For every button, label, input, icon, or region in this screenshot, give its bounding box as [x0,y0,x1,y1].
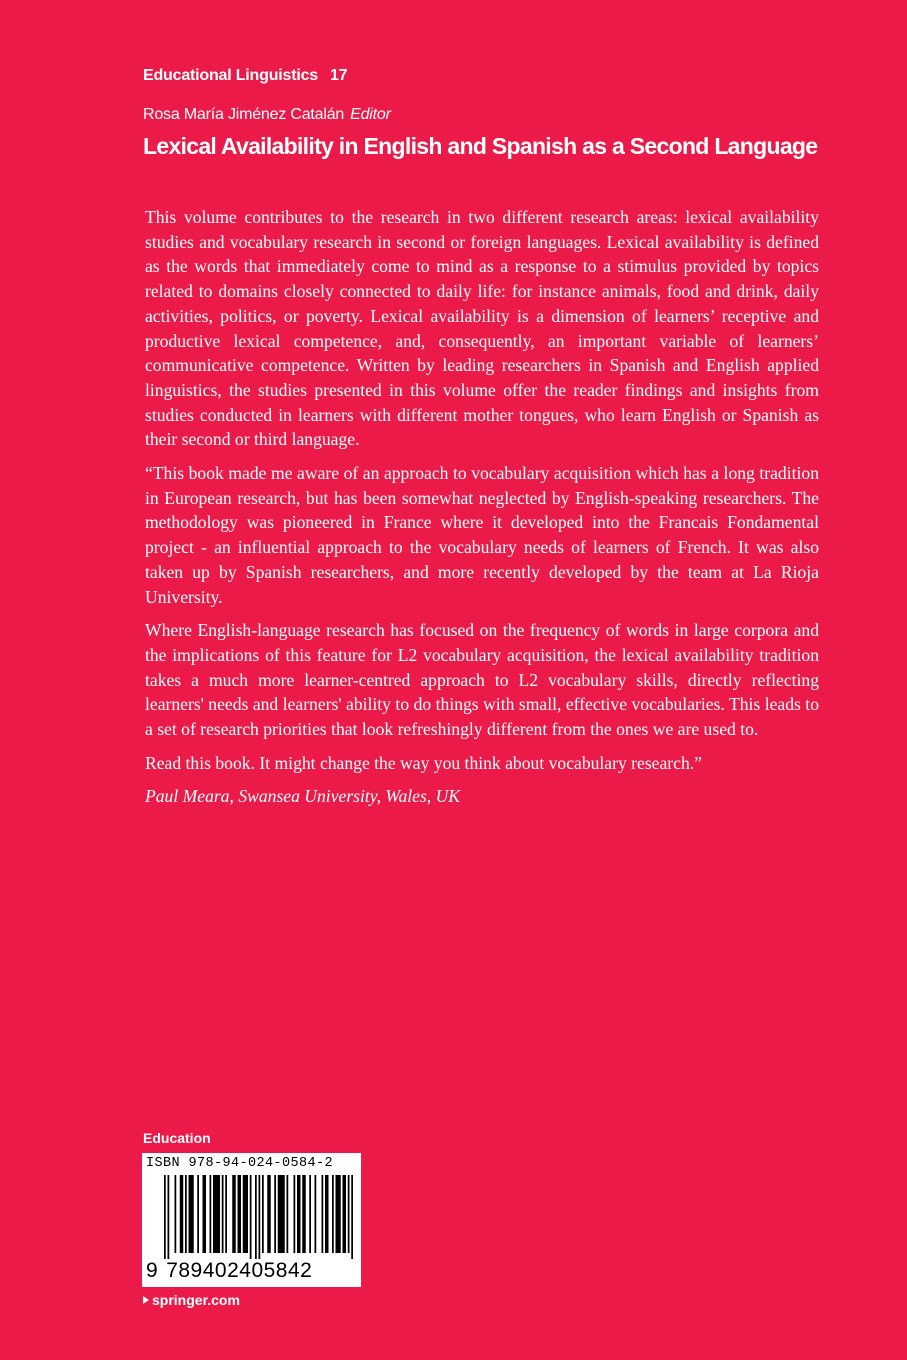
barcode-bar [294,1175,296,1253]
barcode-bar [336,1175,341,1253]
barcode-bar [203,1175,207,1253]
editor-role: Editor [350,106,391,123]
quote-paragraph: “This book made me aware of an approach to vocabulary acquisition which has a long tradition in European research, but has been somewhat neglected by English-speaking researchers. The methodology was pioneered in France where it developed into the Francais Fondamental project - an influential approach to the vocabulary needs of learners of French. It was also taken up by Spanish researchers, and more recently developed by the team at La Rioja University. [145,463,819,607]
barcode-bar [297,1175,301,1253]
barcode-bar [267,1175,271,1253]
editor-name: Rosa María Jiménez Catalán [143,106,345,123]
barcode-bar [243,1175,248,1253]
book-title: Lexical Availability in English and Spanish as a Second Language [143,133,818,159]
barcode-bar [274,1175,276,1253]
barcode-bar [322,1175,324,1253]
barcode-bar [197,1175,199,1253]
barcode-digits-rest: 789402405842 [166,1259,313,1282]
barcode-bar [325,1175,329,1253]
barcode-bar [255,1175,257,1259]
barcode-bar [222,1175,224,1253]
barcode-bar [164,1175,166,1259]
category-label: Education [143,1130,211,1146]
barcode-bar [185,1175,187,1253]
triangle-arrow-icon [143,1296,149,1304]
barcode-bar [343,1175,347,1253]
quote-paragraph: Where English-language research has focused on the frequency of words in large corpora and the implications of this feature for L2 vocabulary acquisition, the lexical availability tradition takes a much more learner-centred approach to L2 vocabulary skills, directly reflecting learners' needs and learners' ability to do things with small, effective vocabularies. This leads to a set of research priorities that look refreshingly different from the ones we are used to. [145,620,819,740]
barcode-bars-icon [164,1175,354,1259]
description-paragraph: This volume contributes to the research in two different research areas: lexical availability studies and vocabulary research in second or foreign languages. Lexical availability is defined as the words that immediately come to mind as a response to a stimulus provided by topics related to domains closely connected to daily life: for instance animals, food and drink, daily activities, politics, or poverty. Lexical availability is a dimension of learners’ receptive and productive lexical competence, and, consequently, an important variable of learners’ communicative competence. Written by leading researchers in Spanish and English applied linguistics, the studies presented in this volume offer the reader findings and insights from studies conducted in learners with different mother tongues, who learn English or Spanish as their second or third language. [145,207,819,450]
barcode-bar [238,1175,242,1253]
barcode-bar [168,1175,170,1259]
barcode-bar [213,1175,220,1253]
quote-paragraph: Read this book. It might change the way you think about vocabulary research.” [145,752,702,773]
isbn-barcode [142,1153,361,1287]
editor-line [143,104,391,126]
series-line [143,65,347,87]
barcode-bar [351,1175,353,1259]
barcode-bar [232,1175,236,1253]
publisher-link[interactable] [143,1291,240,1309]
barcode-digits [146,1259,312,1283]
barcode-digit-first: 9 [146,1259,159,1282]
barcode-bar [259,1175,261,1259]
barcode-bar [175,1175,177,1253]
barcode-bar [250,1175,252,1259]
barcode-bar [262,1175,264,1253]
barcode-bar [302,1175,306,1253]
description-block [145,205,819,818]
barcode-bar [180,1175,184,1253]
barcode-bar [225,1175,227,1253]
publisher-url: springer.com [152,1292,240,1308]
series-name: Educational Linguistics [143,67,318,84]
series-number: 17 [329,67,348,84]
barcode-bar [189,1175,194,1253]
barcode-bar [287,1175,289,1253]
quote-attribution: Paul Meara, Swansea University, Wales, UK [145,786,461,807]
barcode-bar [348,1175,350,1253]
barcode-bar [278,1175,285,1253]
barcode-bar [332,1175,334,1253]
barcode-bar [315,1175,317,1253]
barcode-bar [210,1175,212,1253]
isbn-label: ISBN 978-94-024-0584-2 [146,1156,334,1171]
barcode-bar [309,1175,311,1253]
